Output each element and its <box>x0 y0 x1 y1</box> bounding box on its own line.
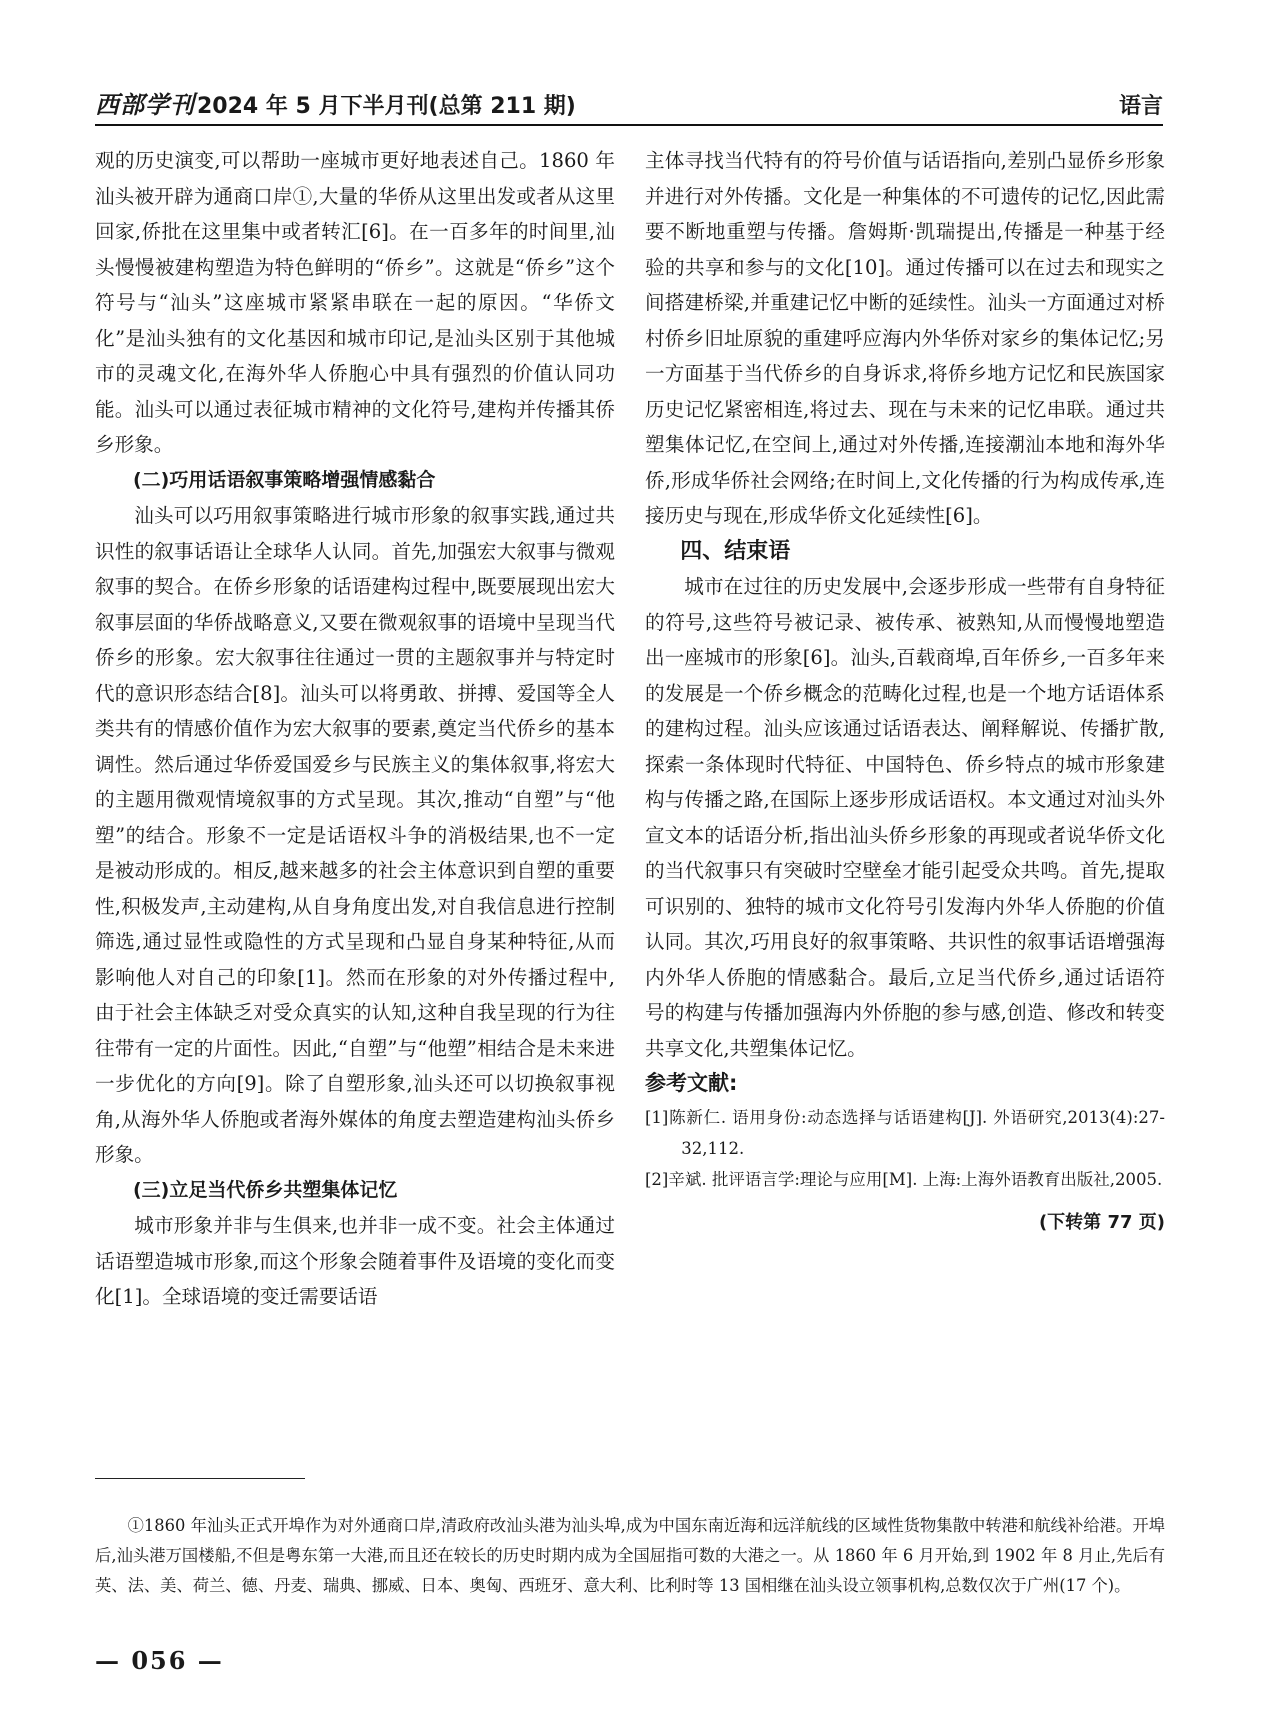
footnote: ①1860 年汕头正式开埠作为对外通商口岸,清政府改汕头港为汕头埠,成为中国东南近海和远洋航线的区域性货物集散中转港和航线补给港。开埠后,汕头港万国楼船,不但是粤东第一大港,而且还在较长的历史时期内成为全国屈指可数的大港之一。从 1860 年 6 月开始,到 1902 年 8 月止,先后有英、法、美、荷兰、德、丹麦、瑞典、挪威、日本、奥匈、西班牙、意大利、比利时等 13 国相继在汕头设立领事机构,总数仅次于广州(17 个)。 <box>95 1516 1165 1596</box>
journal-logo: 西部学刊 <box>95 90 195 119</box>
page-header <box>95 88 1163 126</box>
subsection-heading: (二)巧用话语叙事策略增强情感黏合 <box>133 468 436 491</box>
paragraph: 汕头可以巧用叙事策略进行城市形象的叙事实践,通过共识性的叙事话语让全球华人认同。首先,加强宏大叙事与微观叙事的契合。在侨乡形象的话语建构过程中,既要展现出宏大叙事层面的华侨战略意义,又要在微观叙事的语境中呈现当代侨乡的形象。宏大叙事往往通过一贯的主题叙事并与特定时代的意识形态结合[8]。汕头可以将勇敢、拼搏、爱国等全人类共有的情感价值作为宏大叙事的要素,奠定当代侨乡的基本调性。然后通过华侨爱国爱乡与民族主义的集体叙事,将宏大的主题用微观情境叙事的方式呈现。其次,推动“自塑”与“他塑”的结合。形象不一定是话语权斗争的消极结果,也不一定是被动形成的。相反,越来越多的社会主体意识到自塑的重要性,积极发声,主动建构,从自身角度出发,对自我信息进行控制筛选,通过显性或隐性的方式呈现和凸显自身某种特征,从而影响他人对自己的印象[1]。然而在形象的对外传播过程中,由于社会主体缺乏对受众真实的认知,这种自我呈现的行为往往带有一定的片面性。因此,“自塑”与“他塑”相结合是未来进一步优化的方向[9]。除了自塑形象,汕头还可以切换叙事视角,从海外华人侨胞或者海外媒体的角度去塑造建构汕头侨乡形象。 <box>95 504 615 1166</box>
section-name: 语言 <box>1118 94 1163 119</box>
reference-item: [1]陈新仁. 语用身份:动态选择与话语建构[J]. 外语研究,2013(4):27-32,112. <box>645 1107 1165 1158</box>
paragraph: 观的历史演变,可以帮助一座城市更好地表述自己。1860 年汕头被开辟为通商口岸①,大量的华侨从这里出发或者从这里回家,侨批在这里集中或者转汇[6]。在一百多年的时间里,汕头慢慢被建构塑造为特色鲜明的“侨乡”。这就是“侨乡”这个符号与“汕头”这座城市紧紧串联在一起的原因。“华侨文化”是汕头独有的文化基因和城市印记,是汕头区别于其他城市的灵魂文化,在海外华人侨胞心中具有强烈的价值认同功能。汕头可以通过表征城市精神的文化符号,建构并传播其侨乡形象。 <box>95 149 615 456</box>
continued-note: (下转第 77 页) <box>1038 1211 1165 1233</box>
footnote-divider <box>95 1478 305 1479</box>
header-left <box>95 85 576 124</box>
reference-item: [2]辛斌. 批评语言学:理论与应用[M]. 上海:上海外语教育出版社,2005. <box>645 1169 1163 1189</box>
left-column <box>95 143 615 1315</box>
issue-info: 2024 年 5 月下半月刊(总第 211 期) <box>197 94 576 119</box>
paragraph: 城市在过往的历史发展中,会逐步形成一些带有自身特征的符号,这些符号被记录、被传承、被熟知,从而慢慢地塑造出一座城市的形象[6]。汕头,百载商埠,百年侨乡,一百多年来的发展是一个侨乡概念的范畴化过程,也是一个地方话语体系的建构过程。汕头应该通过话语表达、阐释解说、传播扩散,探索一条体现时代特征、中国特色、侨乡特点的城市形象建构与传播之路,在国际上逐步形成话语权。本文通过对汕头外宣文本的话语分析,指出汕头侨乡形象的再现或者说华侨文化的当代叙事只有突破时空壁垒才能引起受众共鸣。首先,提取可识别的、独特的城市文化符号引发海内外华人侨胞的价值认同。其次,巧用良好的叙事策略、共识性的叙事话语增强海内外华人侨胞的情感黏合。最后,立足当代侨乡,通过话语符号的构建与传播加强海内外侨胞的参与感,创造、修改和转变共享文化,共塑集体记忆。 <box>645 575 1165 1060</box>
paragraph: 主体寻找当代特有的符号价值与话语指向,差别凸显侨乡形象并进行对外传播。文化是一种集体的不可遗传的记忆,因此需要不断地重塑与传播。詹姆斯·凯瑞提出,传播是一种基于经验的共享和参与的文化[10]。通过传播可以在过去和现实之间搭建桥梁,并重建记忆中断的延续性。汕头一方面通过对桥村侨乡旧址原貌的重建呼应海内外华侨对家乡的集体记忆;另一方面基于当代侨乡的自身诉求,将侨乡地方记忆和民族国家历史记忆紧密相连,将过去、现在与未来的记忆串联。通过共塑集体记忆,在空间上,通过对外传播,连接潮汕本地和海外华侨,形成华侨社会网络;在时间上,文化传播的行为构成传承,连接历史与现在,形成华侨文化延续性[6]。 <box>645 149 1165 527</box>
subsection-heading: (三)立足当代侨乡共塑集体记忆 <box>133 1178 398 1201</box>
page-number: — 056 — <box>95 1646 224 1675</box>
section-heading: 四、结束语 <box>680 538 791 564</box>
paragraph: 城市形象并非与生俱来,也并非一成不变。社会主体通过话语塑造城市形象,而这个形象会随着事件及语境的变化而变化[1]。全球语境的变迁需要话语 <box>95 1214 615 1308</box>
references-heading: 参考文献: <box>645 1071 738 1095</box>
right-column <box>645 143 1165 1240</box>
